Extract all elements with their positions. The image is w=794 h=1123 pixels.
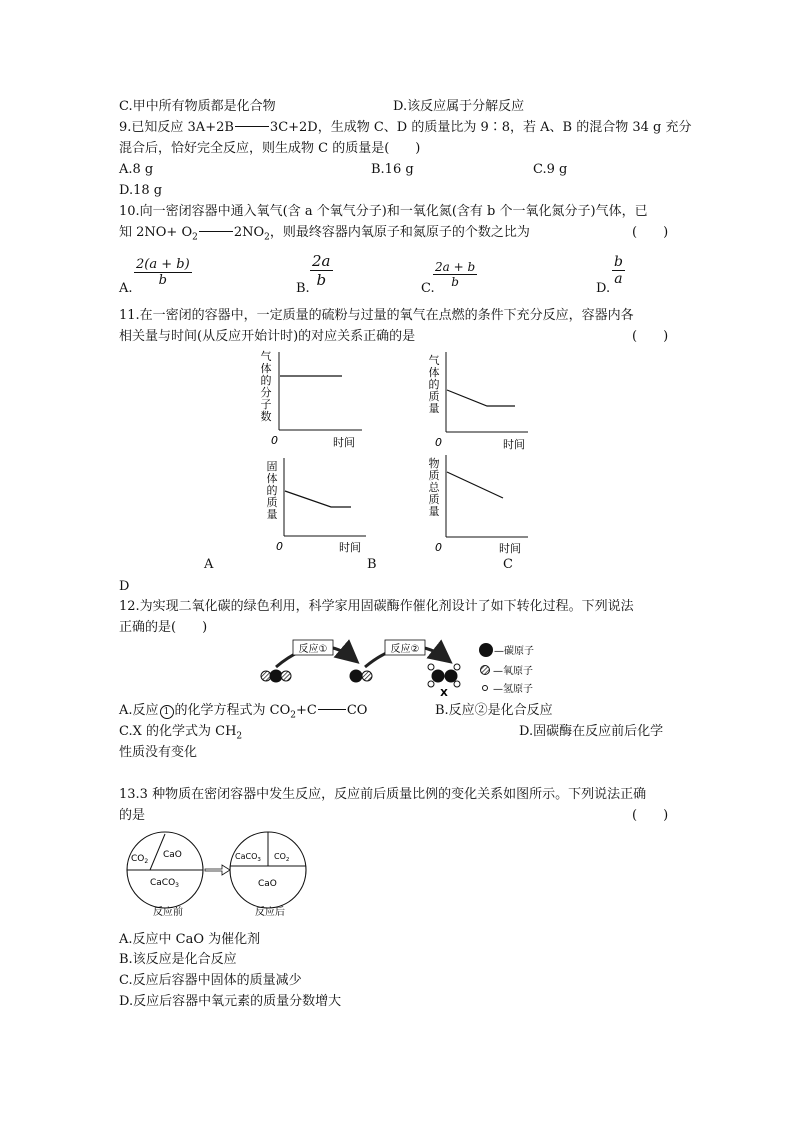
origin-label: 0 — [276, 540, 283, 553]
arrow-icon — [205, 865, 230, 875]
q12-option-b: B.反应②是化合反应 — [435, 703, 553, 718]
numerator: 2(a + b) — [136, 257, 190, 272]
denominator: b — [310, 270, 333, 289]
q9-stem-part: 3C+2D，生成物 C、D 的质量比为 9∶8，若 A、B 的混合物 34 g 充分 — [269, 120, 692, 135]
x-label: 时间 — [339, 541, 361, 554]
q10-answer-paren: ( ) — [632, 225, 669, 240]
x-label: X — [440, 688, 448, 699]
caption-before: 反应前 — [153, 907, 183, 918]
origin-label: 0 — [435, 541, 442, 554]
numerator: 2a — [312, 252, 331, 270]
pie-after — [230, 832, 306, 908]
q10-stem-line1: 10.向一密闭容器中通入氧气(含 a 个氧气分子)和一氧化氮(含有 b 个一氧化氮分子)气体，已 — [119, 204, 648, 219]
q9-stem-line2: 混合后，恰好完全反应，则生成物 C 的质量是( ) — [119, 141, 421, 156]
q9-stem-part: 9.已知反应 3A+2B — [119, 120, 234, 135]
segment-label-caco3: CaCO$_3$ — [150, 878, 179, 889]
numerator: 2a + b — [435, 260, 476, 274]
q13-stem-line2: 的是 — [119, 808, 146, 823]
denominator: b — [433, 274, 477, 289]
legend-oxygen: —氧原子 — [493, 666, 533, 677]
q10-option-b-label: B. — [296, 281, 310, 296]
pie-before — [127, 832, 203, 908]
x-label: 时间 — [499, 542, 521, 555]
q11-stem-line2: 相关量与时间(从反应开始计时)的对应关系正确的是 — [119, 329, 416, 344]
q13-option-d: D.反应后容器中氧元素的质量分数增大 — [119, 994, 342, 1009]
caption-after: 反应后 — [255, 907, 285, 918]
segment-label-cao: CaO — [258, 879, 277, 889]
q12-option-d-line2: 性质没有变化 — [119, 745, 198, 760]
q13-stem-line1: 13.3 种物质在密闭容器中发生反应，反应前后质量比例的变化关系如图所示。下列说法正确 — [119, 787, 647, 802]
q10-stem-part: 2NO — [233, 225, 265, 240]
q8-option-c: C.甲中所有物质都是化合物 — [119, 99, 276, 114]
y-label-char: 物质总质量 — [428, 457, 440, 518]
denominator: b — [134, 272, 192, 288]
q12-stem-line1: 12.为实现二氧化碳的绿色利用，科学家用固碳酶作催化剂设计了如下转化过程。下列说法 — [119, 599, 634, 614]
option-text: +C — [296, 703, 317, 718]
q10-option-d-label: D. — [596, 281, 611, 296]
y-label-char: 气体的质量 — [428, 354, 440, 415]
q9-option-d: D.18 g — [119, 183, 163, 198]
y-label-char: 气体的分子数 — [260, 350, 272, 423]
q9-option-a: A.8 g — [119, 162, 154, 177]
origin-label: 0 — [271, 434, 278, 447]
q9-option-c: C.9 g — [533, 162, 568, 177]
reaction-1-label: 反应① — [298, 644, 328, 655]
q10-option-a-label: A. — [119, 281, 133, 296]
q10-stem-part: 知 2NO+ O — [119, 225, 193, 240]
subscript: 2 — [236, 731, 243, 742]
q13-option-c: C.反应后容器中固体的质量减少 — [119, 973, 302, 988]
reaction-2-label: 反应② — [390, 644, 420, 655]
subscript: 2 — [290, 710, 297, 721]
option-text: CO — [346, 703, 368, 718]
q11-label-d: D — [119, 579, 130, 594]
segment-label-cao: CaO — [163, 850, 182, 860]
q11-label-b: B — [367, 557, 377, 572]
segment-label-co2: $CO_2$ — [274, 852, 290, 863]
subscript: 2 — [264, 232, 270, 243]
segment-label-co2: $CO_2$ — [131, 854, 149, 865]
subscript: 2 — [192, 232, 198, 243]
y-label-char: 固体的质量 — [266, 460, 278, 521]
q13-option-b: B.该反应是化合反应 — [119, 952, 237, 967]
segment-label-caco3: CaCO$_3$ — [235, 852, 261, 863]
q8-option-d: D.该反应属于分解反应 — [393, 99, 525, 114]
q11-label-a: A — [204, 557, 214, 572]
denominator: a — [612, 270, 625, 287]
q10-option-c-label: C. — [421, 281, 435, 296]
x-label: 时间 — [333, 436, 355, 449]
legend-carbon: —碳原子 — [494, 646, 534, 657]
q10-stem-part: ，则最终容器内氧原子和氮原子的个数之比为 — [269, 225, 530, 240]
origin-label: 0 — [435, 436, 442, 449]
option-text: 的化学方程式为 CO — [174, 703, 291, 718]
q11-stem-line1: 11.在一密闭的容器中，一定质量的硫粉与过量的氧气在点燃的条件下充分反应，容器内各 — [119, 308, 634, 323]
option-text: C.X 的化学式为 CH — [119, 724, 237, 739]
x-label: 时间 — [503, 438, 525, 451]
q12-stem-line2: 正确的是( ) — [119, 620, 208, 635]
q11-label-c: C — [503, 557, 513, 572]
circled-number: 1 — [160, 705, 174, 719]
q12-option-d-line1: D.固碳酶在反应前后化学 — [519, 724, 664, 739]
option-text: A.反应 — [119, 703, 159, 718]
legend-hydrogen: —氢原子 — [493, 684, 533, 695]
q9-option-b: B.16 g — [371, 162, 414, 177]
q13-answer-paren: ( ) — [632, 808, 669, 823]
numerator: b — [614, 254, 623, 270]
q11-answer-paren: ( ) — [632, 329, 669, 344]
q13-option-a: A.反应中 CaO 为催化剂 — [119, 932, 261, 947]
